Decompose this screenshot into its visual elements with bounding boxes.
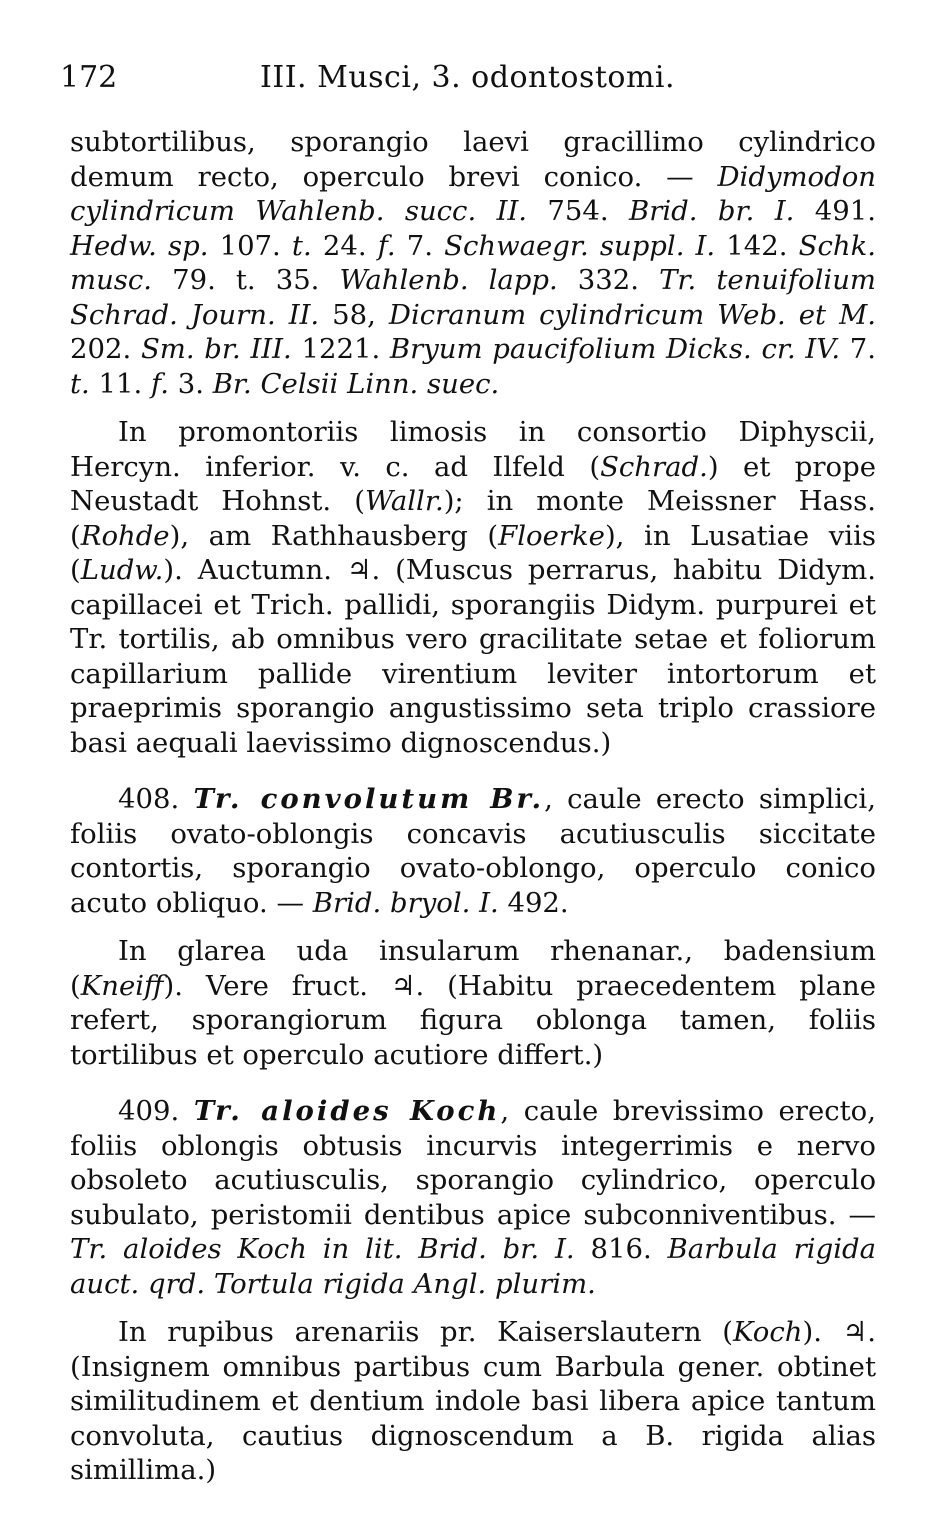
text-run: ). Auctumn. ♃. (Muscus perrarus, habitu Didym. capillacei et Trich. pallidi, sporangiis Didym. purpurei et Tr. tortilis, ab omnibus vero gracilitate setae et foliorum capillarium pallide virentium leviter intortorum et praeprimis sporangio angustissimo seta triplo crassiore basi aequali laevissimo dignoscendus.) [70,554,876,759]
page-body [70,125,876,1488]
citation-italic: Dicranum cylindricum Web. et M. [388,298,876,331]
text-run: 79. t. 35. [152,264,340,296]
citation-italic: Schwaegr. suppl. I. [444,229,716,262]
text-run: 491. [794,195,876,227]
text-run: 754. [527,195,630,227]
text-run: ). Vere fruct. ♃. (Habitu praecedentem plane refert, sporangiorum figura oblonga tamen, foliis tortilibus et operculo acutiore differt.) [70,969,876,1071]
species-number: 409. [118,1095,194,1127]
text-run: 11. [89,367,152,400]
text-run: 332. [557,264,660,296]
paragraph-habitat-408 [70,934,876,1072]
text-run: ), am Rathhausberg ( [169,519,499,552]
citation-italic: f. [377,229,396,262]
citation-italic: Br. Celsii Linn. suec. [212,367,500,400]
citation-italic: f. [151,367,169,400]
text-run: , caule erecto simplici, foliis ovato-oblongis concavis acutiusculis siccitate contortis, sporangio ovato-oblongo, operculo conico acuto obliquo. — [70,783,876,919]
text-run: ), in Lusatiae viis ( [70,519,876,586]
citation-italic: Schk. musc. [70,229,876,296]
collector-name: Schrad. [600,450,708,483]
running-title: III. Musci, 3. odontostomi. [260,60,676,95]
collector-name: Wallr. [364,485,444,517]
page-header [60,58,880,98]
species-number: 408. [118,783,194,815]
citation-italic: t. [291,229,312,262]
text-run: 3. [168,367,213,400]
citation-italic: Wahlenb. lapp. [339,264,558,296]
text-run: 202. [70,333,141,365]
text-run: ); in monte Meissner Hass. ( [70,485,876,552]
text-run: 24. [311,229,378,262]
collector-name: Ludw. [80,554,164,586]
text-run: 58, [319,298,389,331]
text-run: In rupibus arenariis pr. Kaiserslautern ( [118,1316,733,1348]
citation-italic: t. [70,367,90,400]
paragraph-habitat-409 [70,1315,876,1488]
citation-italic: Brid. bryol. I. [312,886,499,919]
paragraph-habitat [70,415,876,760]
species-name: Tr. aloides Koch [193,1095,501,1127]
citation-italic: Hedw. sp. [70,229,209,262]
text-run: 816. [574,1233,668,1265]
text-run: In promontoriis limosis in consortio Diphyscii, Hercyn. inferior. v. c. ad Ilfeld ( [70,416,876,483]
citation-italic: Tr. tenuifolium Schrad. Journ. II. [70,264,876,331]
text-run: 7. [840,333,876,365]
text-run: ). ♃. (Insignem omnibus partibus cum Barbula gener. obtinet similitudinem et dentium indole basi libera apice tantum convoluta, cautius dignoscendum a B. rigida alias simillima.) [70,1316,876,1486]
citation-italic: Tr. aloides Koch in lit. Brid. br. I. [70,1233,575,1265]
text-run: 142. [715,229,799,262]
species-name: Tr. convolutum Br. [193,783,545,815]
citation-italic: Didymodon cylindricum Wahlenb. succ. II. [70,160,876,227]
collector-name: Kneiff [80,969,164,1002]
text-run: 7. [395,229,445,262]
collector-name: Rohde [80,519,170,552]
text-run: subtortilibus, sporangio laevi gracillimo cylindrico demum recto, operculo brevi conico. — [70,126,876,193]
text-run: In glarea uda insularum rhenanar., badensium ( [70,935,876,1002]
text-run: , caule brevissimo erecto, foliis oblongis obtusis incurvis integerrimis e nervo obsoleto acutiusculis, sporangio cylindrico, operculo subulato, peristomii dentibus apice subconniventibus. — [70,1095,876,1231]
text-run: 107. [208,229,292,262]
collector-name: Floerke [498,519,605,552]
citation-italic: Bryum paucifolium Dicks. cr. IV. [389,333,841,365]
page-number: 172 [60,60,118,95]
text-run: 492. [498,886,569,919]
citation-italic: Brid. br. I. [629,195,795,227]
citation-italic: Sm. br. III. [140,333,292,365]
text-run: ) et prope Neustadt Hohnst. ( [70,450,876,517]
collector-name: Koch [732,1316,803,1348]
text-run: 1221. [291,333,390,365]
citation-italic: Barbula rigida auct. qrd. Tortula rigida Angl. plurim. [70,1233,876,1300]
paragraph-synonymy [70,125,876,401]
species-entry-408 [70,782,876,920]
species-entry-409 [70,1094,876,1301]
